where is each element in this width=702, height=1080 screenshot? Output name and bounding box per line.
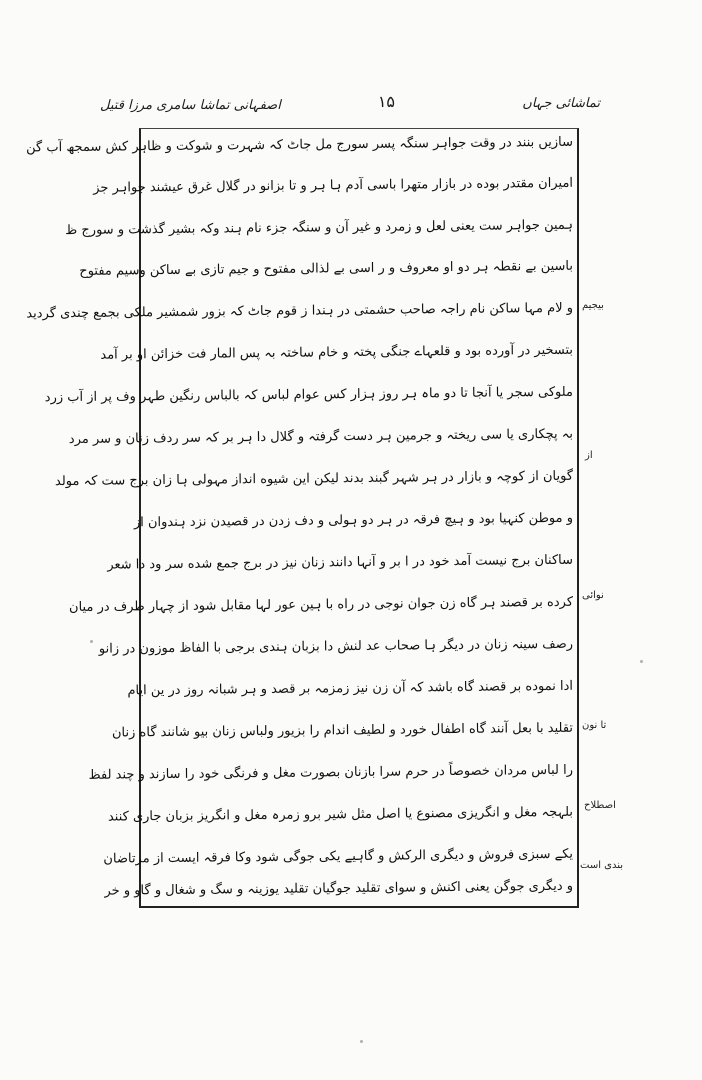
margin-note: بندی است (580, 860, 624, 871)
margin-note: اصطلاح (584, 800, 616, 811)
margin-note: نوائی (582, 590, 604, 601)
text-line: ساکنان برج نیست آمد خود در ا بر و آنہا دانند زنان نیز در برج جمع شده سر ود دا شعر (107, 552, 574, 573)
scan-speck (360, 1040, 363, 1043)
margin-note: تا نون (582, 720, 607, 731)
text-line: امیران مقتدر بوده در بازار متھرا باسی آدم ہا ہر و تا بزانو در گلال غرق عیشند جواہر جز (93, 175, 574, 196)
text-line: ملوکی سجر یا آنجا تا دو ماہ ہر روز ہزار کس عوام لباس کہ بالباس رنگین طہر وف پر از آب زرد (44, 384, 574, 406)
text-line: بہ پچکاری یا سی ریختہ و جرمین ہر دست گرفتہ و گلال دا ہر بر کہ سر ردف زنان و سر مرد (68, 426, 574, 448)
page-header (100, 92, 600, 122)
text-line: ادا نموده بر قصند گاه باشد کہ آن زن نیز زمزمہ بر قصد و ہر شبانہ روز در ین ایام (127, 678, 574, 699)
text-line: رصف سینہ زنان در دیگر ہا صحاب عد لنش دا بزبان ہندی برجی با الفاظ موزون در زانو (98, 636, 574, 657)
text-line: و لام مہا ساکن نام راجہ صاحب حشمتی در ہندا ز قوم جاٹ کہ بزور شمشیر ملکی بجمع چندی گردید (26, 300, 574, 322)
text-line: و دیگری جوگن یعنی اکنش و سوای تقلید جوگیان تقلید یوزینہ و سگ و شغال و گاو و خر (104, 878, 574, 899)
text-line: را لباس مردان خصوصاً در حرم سرا بازنان بصورت مغل و فرنگی خود را سازند و چند لفظ (88, 762, 574, 783)
text-line: و موطن کنہیا بود و ہیچ فرقہ در ہر دو ہولی و دف زدن در قصیدن نزد ہندوان از (133, 510, 574, 531)
text-line: گویان از کوچہ و بازار در ہر شہر گبند بدند لیکن این شیوه انداز مہولی ہا زان برج ست کہ مولد (54, 468, 574, 490)
margin-note: از (585, 450, 593, 461)
text-line: بلہجہ مغل و انگریزی مصنوع یا اصل مثل شیر برو زمرہ مغل و انگریز بزبان جاری کنند (107, 804, 574, 825)
text-line: یکے سبزی فروش و دیگری الرکش و گاہیے یکی جوگی شود وکا فرقہ ایست از مرتاضان (103, 846, 574, 867)
margin-note: بیجیم (582, 300, 604, 311)
header-left-title: اصفہانی تماشا سامری مرزا قتیل (100, 98, 281, 113)
text-line: تقلید با بعل آنند گاه اطفال خورد و لطیف اندام را بزیور ولباس زنان بیو شانند گاه زنان (111, 720, 574, 741)
scan-speck (640, 660, 643, 663)
text-line: بتسخیر در آورده بود و قلعہاے جنگی پختہ و خام ساختہ بہ پس المار فت خزائن او بر آمد (100, 342, 574, 363)
text-line: کرده بر قصند ہر گاه زن جوان نوجی در راه با ہین عور لہا مقابل شود از چہار طرف در میان (68, 594, 574, 616)
scan-speck (90, 640, 93, 643)
page-number: ۱۵ (377, 92, 395, 111)
text-line: سازیں بنند در وقت جواہر سنگہ پسر سورج مل جاٹ کہ شہرت و شوکت و ظاہر کش سمجھ آب گن (26, 134, 574, 156)
text-line: باسین بے نقطہ ہر دو او معروف و ر اسی بے لذالی مفتوح و جیم تازی بے ساکن وسیم مفتوح (79, 258, 574, 279)
header-right-title: تماشائی جہاں (522, 96, 600, 111)
text-line: ہمین جواہر ست یعنی لعل و زمرد و غیر آن و سنگہ جزء نام ہند وکہ بشیر گذشت و سورج ظ (65, 217, 574, 239)
